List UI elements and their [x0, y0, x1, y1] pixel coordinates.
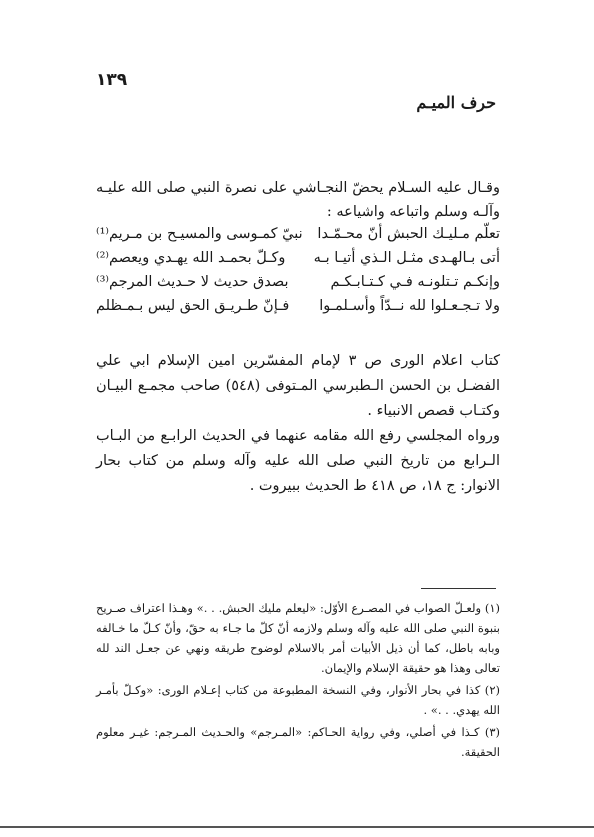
poem-verse [96, 274, 500, 298]
verse-first-hemistich: ولا تـجـعـلوا لله نــدّاً وأسـلمـوا [319, 298, 500, 314]
poem [96, 226, 500, 322]
footnotes [96, 598, 500, 764]
majlisi-paragraph: ورواه المجلسي رفع الله مقامه عنهما في الحديث الرابـع من البـاب الـرابع من تاريخ النبي صلى الله عليه وآله وسلم من كتاب بحار الانوار: ج ١٨، ص ٤١٨ ط الحديث ببيروت . [96, 428, 500, 494]
verse-first-hemistich: أتى بـالهـدى مثـل الـذي أتيـا بـه [313, 250, 500, 266]
footnote-3: (٣) كـذا في أصلي، وفي رواية الحـاكم: «المـرجم» والحـديث المـرجم: غيـر معلوم الحقيقة. [96, 725, 500, 759]
verse-second-hemistich: فـإنّ طـريـق الحق ليس بـمـظلم [96, 298, 290, 314]
page-number: ١٣٩ [96, 70, 128, 90]
running-head: حرف الميـم [416, 93, 496, 112]
verse-second-hemistich: وكـلّ بحمـد الله يهـدي ويعصم⁽²⁾ [96, 250, 286, 266]
verse-second-hemistich: بصدق حديث لا حـديث المرجم⁽³⁾ [96, 274, 289, 290]
verse-first-hemistich: وإنكـم تـتلونـه فـي كـتـابـكـم [330, 274, 500, 290]
poem-verse [96, 226, 500, 250]
verse-first-hemistich: تعلّم مـليـك الحبش أنّ محـمّـدا [317, 226, 500, 242]
intro-line: وقـال عليه السـلام يحضّ النجـاشي على نصرة النبي صلى الله عليـه وآلـه وسلم واتباعه واشياعه : [96, 180, 500, 220]
footnote-2: (٢) كذا في بحار الأنوار، وفي النسخة المطبوعة من كتاب إعـلام الورى: «وكـلّ بأمـر الله يهدي. . .» . [96, 683, 500, 717]
page-bottom-edge [0, 826, 594, 828]
footnote-1: (١) ولعـلّ الصواب في المصـرع الأوّل: «ليعلم مليك الحبش. . .» وهـذا اعتراف صـريح بنبوة النبي صلى الله عليه وآله وسلم ولازمه أنّ كلّ ما جـاء به حقّ، وأنّ كـلّ ما خـالفه وبابه باطل، كما أن ذيل الأبيات أمر بالاسلام لوضوح طريقه ونهي عن جعـل الند لله تعالى وهذا هو حقيقة الإسلام والإيمان. [96, 601, 500, 675]
poem-verse [96, 298, 500, 322]
poem-verse [96, 250, 500, 274]
footnote-separator [421, 588, 496, 589]
source-paragraph: كتاب اعلام الورى ص ٣ لإمام المفسّرين امين الإسلام ابي علي الفضـل بن الحسن الـطبرسي المـتوفى (٥٤٨) صاحب مجمـع البيـان وكتـاب قصص الانبياء . [96, 353, 500, 419]
verse-second-hemistich: نبيّ كمـوسى والمسيـح بن مـريم⁽¹⁾ [96, 226, 303, 242]
